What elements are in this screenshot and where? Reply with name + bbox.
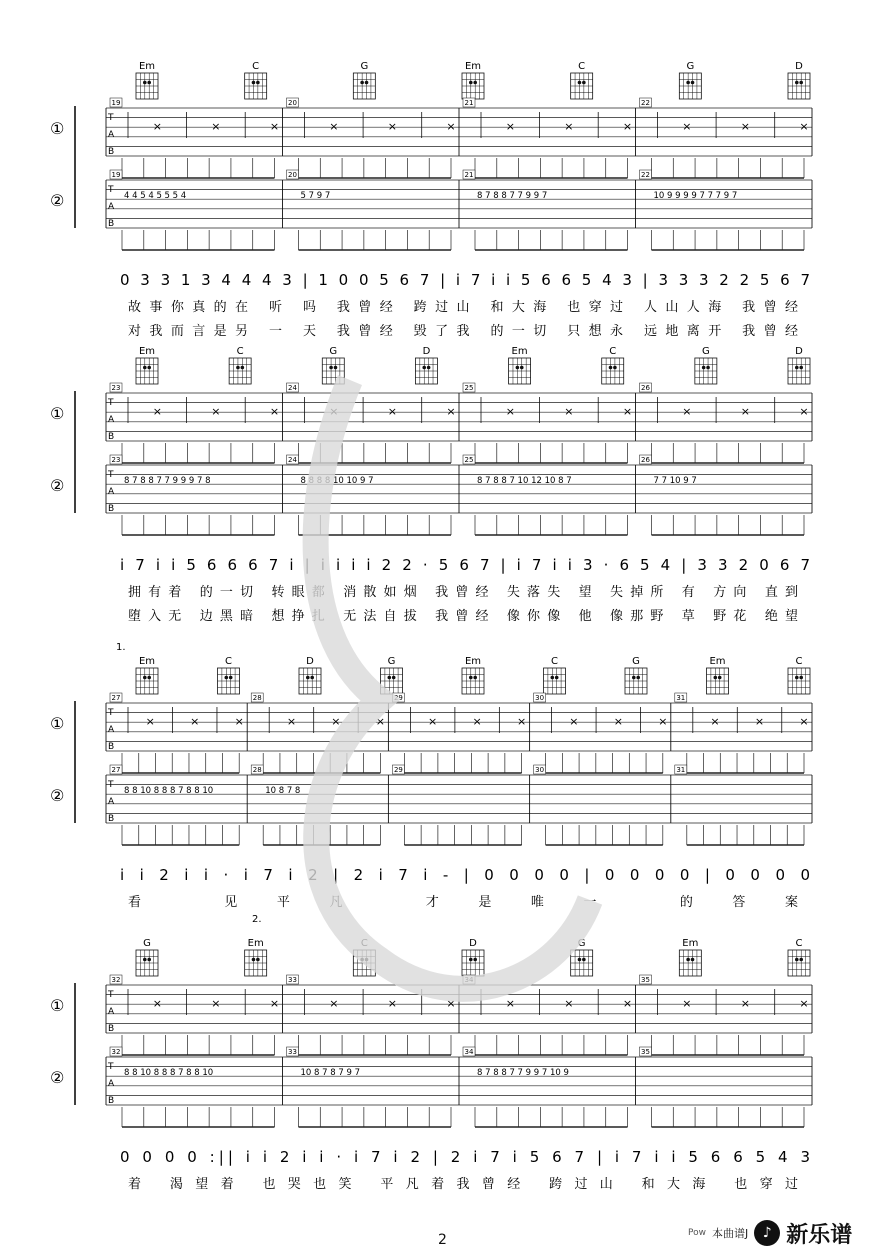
mute-x: × xyxy=(211,997,221,1010)
lyric-line-1: 故事你真的在 听 吗 我曾经 跨过山 和大海 也穿过 人山人海 我曾经 xyxy=(128,300,798,315)
chord-name: Em xyxy=(682,938,699,949)
chord-dot xyxy=(799,81,803,85)
mute-x: × xyxy=(516,715,527,728)
chord-name: C xyxy=(360,938,368,949)
chord-dot xyxy=(252,958,256,962)
track-label: ① xyxy=(50,996,65,1015)
mute-x: × xyxy=(658,715,668,728)
chord-dot xyxy=(799,366,803,370)
mute-x: × xyxy=(622,997,633,1010)
chord-dot xyxy=(147,958,151,962)
lyric-line-1: 看 见平凡 才是唯一 的答案 xyxy=(128,895,798,910)
chord-dot xyxy=(469,958,473,962)
lyric-line-2: 堕入无 边黑暗 想挣扎 无法自拔 我曾经 像你像 他 像那野 草 野花 绝望 xyxy=(128,609,798,624)
mute-x: × xyxy=(682,120,692,133)
chord-dot xyxy=(473,81,477,85)
mute-x: × xyxy=(740,405,751,418)
chord-name: Em xyxy=(247,938,264,949)
measure-number: 20 xyxy=(288,171,297,179)
chord-dot xyxy=(392,676,396,680)
tab-letter: A xyxy=(108,415,115,425)
mute-x: × xyxy=(564,997,574,1010)
chord-dot xyxy=(469,81,473,85)
jianpu-line: 0 0 0 0 :|| i i 2 i i · i 7 i 2 | 2 i 7 i 5 6 7 | i 7 i i 5 6 6 5 4 3 xyxy=(120,1148,811,1166)
mute-x: × xyxy=(269,120,280,133)
chord-name: C xyxy=(609,346,617,357)
chord-name: C xyxy=(795,938,803,949)
chord-dot xyxy=(520,366,524,370)
measure-number: 33 xyxy=(288,1048,297,1056)
lyric-line-1: 着 渴望着 也哭也笑 平凡着我曾经 跨过山 和大海 也穿过 xyxy=(128,1177,798,1192)
chord-dot xyxy=(632,676,636,680)
chord-dot xyxy=(706,366,710,370)
tab-letter: A xyxy=(108,1007,115,1017)
mute-x: × xyxy=(269,405,280,418)
chord-dot xyxy=(795,676,799,680)
jianpu-line: 0 3 3 1 3 4 4 4 3 | 1 0 0 5 6 7 | i 7 i i 5 6 6 5 4 3 | 3 3 3 2 2 5 6 7 xyxy=(120,271,811,289)
tab-fret-numbers: 10 8 7 8 xyxy=(265,786,301,796)
chord-dot xyxy=(229,676,233,680)
tab-letter: T xyxy=(108,470,114,480)
tab-fret-numbers: 8 8 10 8 8 8 7 8 8 10 xyxy=(124,1068,214,1078)
tab-fret-numbers: 8 8 8 8 10 10 9 7 xyxy=(300,476,374,486)
tab-fret-numbers: 10 8 7 8 7 9 7 xyxy=(300,1068,360,1078)
measure-number: 29 xyxy=(393,694,403,702)
chord-name: Em xyxy=(464,656,482,667)
chord-dot xyxy=(578,81,582,85)
tab-letter: T xyxy=(108,708,114,718)
mute-x: × xyxy=(682,405,692,418)
chord-dot xyxy=(365,81,369,85)
chord-dot xyxy=(143,676,147,680)
mute-x: × xyxy=(710,715,720,728)
mute-x: × xyxy=(622,120,633,133)
tab-letter: B xyxy=(108,432,115,442)
chord-name: G xyxy=(632,656,640,667)
track-label: ② xyxy=(50,191,65,210)
measure-number: 27 xyxy=(111,766,121,774)
chord-name: G xyxy=(686,61,695,72)
measure-number: 27 xyxy=(111,694,121,702)
chord-name: G xyxy=(360,61,369,72)
tab-letter: A xyxy=(108,202,115,212)
chord-name: Em xyxy=(138,346,156,357)
track-label: ① xyxy=(50,714,65,733)
mute-x: × xyxy=(375,715,386,728)
measure-number: 20 xyxy=(288,99,297,107)
chord-dot xyxy=(422,366,426,370)
chord-dot xyxy=(225,676,229,680)
measure-number: 29 xyxy=(393,766,403,774)
chord-dot xyxy=(241,366,245,370)
measure-number: 28 xyxy=(252,694,262,702)
track-label: ② xyxy=(50,476,65,495)
chord-name: D xyxy=(469,938,477,949)
tab-letter: A xyxy=(108,797,115,807)
tab-letter: T xyxy=(108,185,114,195)
measure-number: 30 xyxy=(535,694,545,702)
tab-letter: T xyxy=(108,990,114,1000)
mute-x: × xyxy=(505,997,515,1010)
tab-letter: B xyxy=(108,219,115,229)
chord-dot xyxy=(609,366,613,370)
mute-x: × xyxy=(152,405,162,418)
tab-letter: A xyxy=(108,487,115,497)
mute-x: × xyxy=(190,715,200,728)
mute-x: × xyxy=(799,120,809,133)
mute-x: × xyxy=(234,715,244,728)
mute-x: × xyxy=(269,997,280,1010)
mute-x: × xyxy=(387,405,398,418)
chord-dot xyxy=(473,958,477,962)
track-label: ① xyxy=(50,404,65,423)
measure-number: 26 xyxy=(641,384,650,392)
chord-name: D xyxy=(422,346,431,357)
chord-dot xyxy=(691,81,695,85)
chord-dot xyxy=(795,958,799,962)
mute-x: × xyxy=(564,405,574,418)
chord-dot xyxy=(143,81,147,85)
chord-name: G xyxy=(387,656,396,667)
jianpu-line: i 7 i i 5 6 6 6 7 i | i i i i 2 2 · 5 6 7 | i 7 i i 3 · 6 5 4 | 3 3 2 0 6 7 xyxy=(120,556,811,574)
mute-x: × xyxy=(564,120,574,133)
chord-dot xyxy=(702,366,706,370)
mute-x: × xyxy=(446,405,456,418)
track-label: ② xyxy=(50,1068,65,1087)
mute-x: × xyxy=(505,120,515,133)
music-disc-icon: ♪ xyxy=(754,1220,780,1246)
measure-number: 34 xyxy=(464,1048,474,1056)
lyric-line-2: 对我而言是另 一 天 我曾经 毁了我 的一切 只想永 远地离开 我曾经 xyxy=(128,324,798,339)
chord-dot xyxy=(252,81,256,85)
mute-x: × xyxy=(428,715,438,728)
tab-letter: A xyxy=(108,1079,115,1089)
chord-name: G xyxy=(577,938,586,949)
chord-dot xyxy=(714,676,718,680)
mute-x: × xyxy=(740,120,751,133)
mute-x: × xyxy=(331,715,341,728)
tab-letter: B xyxy=(108,742,115,752)
mute-x: × xyxy=(329,405,339,418)
chord-dot xyxy=(334,366,338,370)
chord-dot xyxy=(147,366,151,370)
chord-dot xyxy=(795,366,799,370)
tab-fret-numbers: 7 7 10 9 7 xyxy=(653,476,697,486)
chord-name: C xyxy=(551,656,558,667)
mute-x: × xyxy=(682,997,692,1010)
measure-number: 33 xyxy=(288,976,297,984)
measure-number: 23 xyxy=(111,384,121,392)
tab-fret-numbers: 8 7 8 8 7 7 9 9 7 xyxy=(477,191,548,201)
chord-dot xyxy=(551,676,555,680)
measure-number: 22 xyxy=(641,171,650,179)
chord-dot xyxy=(256,81,260,85)
chord-name: Em xyxy=(511,346,528,357)
tab-fret-numbers: 5 7 9 7 xyxy=(300,191,331,201)
chord-dot xyxy=(427,366,431,370)
chord-dot xyxy=(360,81,364,85)
measure-number: 25 xyxy=(464,384,474,392)
chord-dot xyxy=(147,676,151,680)
tab-fret-numbers: 4 4 5 4 5 5 5 4 xyxy=(124,191,187,201)
tab-fret-numbers: 8 7 8 8 7 7 9 9 7 10 9 xyxy=(477,1068,569,1078)
tab-letter: T xyxy=(108,113,114,123)
measure-number: 31 xyxy=(676,694,686,702)
measure-number: 35 xyxy=(641,976,650,984)
mute-x: × xyxy=(387,997,398,1010)
mute-x: × xyxy=(387,120,398,133)
chord-dot xyxy=(582,958,586,962)
measure-number: 28 xyxy=(252,766,262,774)
mute-x: × xyxy=(740,997,751,1010)
chord-dot xyxy=(306,676,310,680)
mute-x: × xyxy=(152,997,162,1010)
mute-x: × xyxy=(211,405,221,418)
chord-dot xyxy=(473,676,477,680)
chord-name: Em xyxy=(138,656,156,667)
mute-x: × xyxy=(622,405,633,418)
tab-letter: B xyxy=(108,504,115,514)
measure-number: 25 xyxy=(464,456,474,464)
measure-number: 24 xyxy=(288,384,297,392)
tab-letter: B xyxy=(108,147,115,157)
measure-number: 35 xyxy=(641,1048,650,1056)
track-label: ② xyxy=(50,786,65,805)
jianpu-line: i i 2 i i · i 7 i 2 | 2 i 7 i - | 0 0 0 0 | 0 0 0 0 | 0 0 0 0 xyxy=(120,866,811,884)
chord-name: C xyxy=(795,656,803,667)
tab-letter: A xyxy=(108,130,115,140)
chord-dot xyxy=(686,81,690,85)
volta-2: 2. xyxy=(252,914,262,925)
chord-dot xyxy=(388,676,392,680)
brand-name: 新乐谱 xyxy=(786,1222,853,1248)
chord-dot xyxy=(799,676,803,680)
chord-dot xyxy=(555,676,559,680)
measure-number: 31 xyxy=(676,766,686,774)
measure-number: 34 xyxy=(464,976,474,984)
measure-number: 22 xyxy=(641,99,650,107)
chord-name: Em xyxy=(709,656,726,667)
chord-dot xyxy=(582,81,586,85)
measure-number: 24 xyxy=(288,456,297,464)
chord-name: G xyxy=(143,938,151,949)
mute-x: × xyxy=(152,120,162,133)
chord-name: D xyxy=(795,346,803,357)
mute-x: × xyxy=(569,715,579,728)
mute-x: × xyxy=(613,715,623,728)
chord-name: D xyxy=(795,61,803,72)
tab-letter: B xyxy=(108,1024,115,1034)
chord-dot xyxy=(636,676,640,680)
chord-dot xyxy=(360,958,364,962)
mute-x: × xyxy=(472,715,482,728)
track-label: ① xyxy=(50,119,65,138)
chord-name: G xyxy=(701,346,710,357)
chord-dot xyxy=(256,958,260,962)
chord-dot xyxy=(795,81,799,85)
lyric-line-1: 拥有着 的一切 转眼都 消散如烟 我曾经 失落失 望 失掉所 有 方向 直到 xyxy=(128,585,798,600)
measure-number: 21 xyxy=(464,171,474,179)
chord-dot xyxy=(469,676,473,680)
chord-name: C xyxy=(252,61,260,72)
chord-name: C xyxy=(225,656,232,667)
chord-name: C xyxy=(578,61,586,72)
tab-letter: T xyxy=(108,1062,114,1072)
chord-name: C xyxy=(236,346,244,357)
chord-dot xyxy=(143,958,147,962)
measure-number: 26 xyxy=(641,456,650,464)
measure-number: 19 xyxy=(111,171,121,179)
brand-note: 本曲谱J xyxy=(711,1227,749,1240)
chord-name: Em xyxy=(464,61,482,72)
chord-dot xyxy=(147,81,151,85)
powered-text: Pow xyxy=(688,1228,706,1238)
chord-dot xyxy=(686,958,690,962)
measure-number: 23 xyxy=(111,456,121,464)
mute-x: × xyxy=(329,120,339,133)
mute-x: × xyxy=(211,120,221,133)
mute-x: × xyxy=(799,997,809,1010)
chord-name: Em xyxy=(138,61,156,72)
tab-letter: B xyxy=(108,814,115,824)
chord-dot xyxy=(691,958,695,962)
chord-dot xyxy=(516,366,520,370)
chord-dot xyxy=(143,366,147,370)
tab-letter: B xyxy=(108,1096,115,1106)
chord-dot xyxy=(310,676,314,680)
tab-letter: T xyxy=(108,398,114,408)
mute-x: × xyxy=(446,997,456,1010)
mute-x: × xyxy=(505,405,515,418)
measure-number: 30 xyxy=(535,766,545,774)
brand-footer xyxy=(688,1219,852,1247)
chord-dot xyxy=(365,958,369,962)
chord-dot xyxy=(236,366,240,370)
mute-x: × xyxy=(286,715,297,728)
volta-1: 1. xyxy=(116,642,126,653)
chord-dot xyxy=(578,958,582,962)
mute-x: × xyxy=(799,405,809,418)
chord-dot xyxy=(799,958,803,962)
tab-fret-numbers: 8 8 10 8 8 8 7 8 8 10 xyxy=(124,786,214,796)
tab-letter: A xyxy=(108,725,115,735)
chord-dot xyxy=(718,676,722,680)
measure-number: 32 xyxy=(111,1048,121,1056)
chord-name: G xyxy=(329,346,338,357)
mute-x: × xyxy=(329,997,339,1010)
chord-dot xyxy=(329,366,333,370)
page-number: 2 xyxy=(438,1232,447,1248)
measure-number: 19 xyxy=(111,99,121,107)
measure-number: 21 xyxy=(464,99,474,107)
mute-x: × xyxy=(799,715,809,728)
chord-dot xyxy=(613,366,617,370)
chord-name: D xyxy=(306,656,314,667)
tab-fret-numbers: 8 7 8 8 7 10 12 10 8 7 xyxy=(477,476,572,486)
tab-fret-numbers: 10 9 9 9 9 7 7 7 9 7 xyxy=(653,191,738,201)
mute-x: × xyxy=(145,715,155,728)
tab-letter: T xyxy=(108,780,114,790)
measure-number: 32 xyxy=(111,976,121,984)
mute-x: × xyxy=(446,120,456,133)
tab-fret-numbers: 8 7 8 8 7 7 9 9 9 7 8 xyxy=(124,476,211,486)
mute-x: × xyxy=(754,715,765,728)
